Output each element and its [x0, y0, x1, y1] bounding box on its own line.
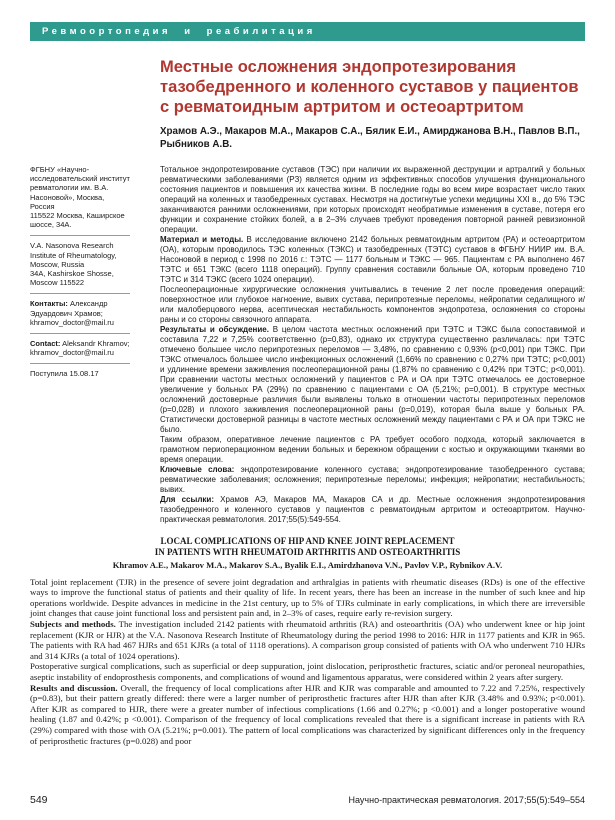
affiliation-sidebar [30, 165, 130, 525]
contact-ru-block [30, 293, 130, 333]
article-authors-en: Khramov A.E., Makarov M.A., Makarov S.A., Byalik E.I., Amirdzhanova V.N., Pavlov V.P., Rybnikov A.V. [112, 560, 503, 570]
keywords-label: Ключевые слова: [160, 465, 235, 474]
keywords-text: эндопротезирование коленного сустава; эндопротезирование тазобедренного сустава; ревматические заболевания; осложнения; перипротезные переломы; инфекция; нейропатии; нестабильность; вывих. [160, 465, 586, 494]
citation-text: Храмов АЭ, Макаров МА, Макаров СА и др. Местные осложнения эндопротезирования тазобедренного и коленного суставов у пациентов с ревматоидным артритом и остеоартритом. Научно-практическая ревматология. 2017;55(5):549-554. [160, 495, 585, 524]
abstract-ru-methods-text: В исследование включено 2142 больных ревматоидным артритом (РА) и остеоартритом (ОА), которым проводилось ТЭС коленных (ТЭКС) и тазобедренных (ТЭТС) суставов в ФГБНУ НИИР им. В.А. Насоновой в период с 1998 по 2016 г.: ТЭТС — 1177 больным и ТЭКС — 965. Пациентам с РА выполнено 467 ТЭТС и 651 ТЭКС (всего 1118 операций). Группу сравнения составили больные ОА, которым проведено 710 ТЭТС и 314 ТЭКС (всего 1024 операции). [160, 235, 585, 284]
abstract-ru-results-label: Результаты и обсуждение. [160, 325, 269, 334]
journal-reference: Научно-практическая ревматология. 2017;55(5):549–554 [348, 795, 585, 805]
abstract-ru-keywords [160, 465, 585, 495]
abstract-en-methods-label: Subjects and methods. [30, 618, 116, 629]
abstract-en-methods [30, 619, 585, 661]
abstract-ru-conclusion-text: Таким образом, оперативное лечение пациентов с РА требует особого подхода, который заключается в грамотном периоперационном ведении больных и бережном обращении с костью и окружающими тканями во время операции. [160, 435, 585, 464]
affiliation-ru-address: 115522 Москва, Каширское шоссе, 34А. [30, 211, 125, 230]
abstract-en-methods-text: The investigation included 2142 patients with rheumatoid arthritis (RA) and osteoarthritis (OA) who underwent knee or hip joint replacement (KJR or HJR) at the V.A. Nasonova Research Institute of Rheumatology during the period 1998 to 2016: HJR in 1177 patients and KJR in 965. The patients with RA had 467 HJRs and 651 KJRs (a total of 1118 operations). A comparison group consisted of patients with OA who underwent 710 HJRs and 314 KJRs (a total of 1024 operations). [30, 618, 585, 661]
article-authors-ru: Храмов А.Э., Макаров М.А., Макаров С.А., Бялик Е.И., Амирджанова В.Н., Павлов В.П., Рыбников А.В. [160, 126, 580, 150]
contact-en-name: Aleksandr Khramov; [62, 339, 130, 349]
abstract-ru-results-text: В целом частота местных осложнений при ТЭТС и ТЭКС была сопоставимой и составила 7,22 и 7,25% соответственно (р=0,83), однако их структура существенно различалась: при ТЭТС отмечено большее число перипротезных переломов — 3,48%, по сравнению с 0,93% (р<0,001) при ТЭКС. При ТЭКС отмечалось большее число инфекционных осложнений (1,66% по сравнению с 0,27% при ТЭТС; р<0,001) и удлинение времени заживления послеоперационной раны (1,87% по сравнению с 0,42% при ТЭТС; р<0,001). При сравнении частоты местных осложнений у пациентов с РА и ОА при ТЭТС отмечалось ее достоверное увеличение у больных РА (29%) по сравнению с пациентами с ОА (5,21%; р=0,001). В структуре местных осложнений достоверные различия были выявлены только в отношении частоты перипротезных переломов (р=0,028) и плохого заживления послеоперационной раны (р=0,019), которая была выше у больных РА. Статистически достоверной разницы в частоте местных осложнений между пациентами с РА и ОА при ТЭКС не было. [160, 325, 585, 434]
contact-en-email: khramov_doctor@mail.ru [30, 348, 114, 358]
affiliation-ru-block [30, 165, 130, 235]
contact-en-label: Contact: [30, 339, 61, 349]
contact-ru-email: khramov_doctor@mail.ru [30, 317, 114, 327]
abstract-ru-methods-label: Материал и методы. [160, 235, 244, 244]
contact-en-block [30, 333, 130, 363]
abstract-ru-methods [160, 235, 585, 285]
affiliation-en-address: 34А, Kashirskoe Shosse, Moscow 115522 [30, 269, 114, 288]
abstract-en-postop [30, 661, 585, 682]
citation-label: Для ссылки: [160, 495, 214, 504]
contact-ru-label: Контакты: [30, 299, 68, 309]
page-number: 549 [30, 794, 48, 806]
rubric-label: Ревмоортопедия и реабилитация [42, 26, 316, 37]
page-footer [30, 786, 585, 806]
abstract-ru-intro-text: Тотальное эндопротезирование суставов (ТЭС) при наличии их выраженной деструкции и артралгий у больных ревматическими заболеваниями (РЗ) является одним из эффективных способов улучшения функционального состояния пациентов и повышения их качества жизни. В последние годы во всем мире возрастает число таких операций на коленных и тазобедренных суставах. Несмотря на достигнутые успехи медицины XXI в., до 5% ТЭС заканчиваются ранними осложнениями, при которых происходят необратимые изменения в суставе, потеря его функции и сохранение стойких болей, а в 2–3% случаев требуют проведения повторной ранней ревизионной операции. [160, 165, 585, 234]
abstract-en-intro-text: Total joint replacement (TJR) in the presence of severe joint degradation and arthralgias in patients with rheumatic diseases (RDs) is one of the effective ways to improve the functional status of patients and their quality of life. In recent years, there has been an increase in the number of such knee and hip operations worldwide. Despite advances in medicine in the 21st century, up to 5% of TJRs culminate in early complications, in which there are irreversible joint changes that cause joint functional loss and persistent pain and, in 2–3% of cases, require early re-revision surgery. [30, 576, 585, 619]
article-headings [160, 57, 585, 165]
abstract-en-results-label: Results and discussion. [30, 682, 118, 693]
abstract-en-title-line2: IN PATIENTS WITH RHEUMATOID ARTHRITIS AND OSTEOARTHRITIS [154, 547, 461, 557]
abstract-en-intro [30, 577, 585, 619]
affiliation-ru-org: ФГБНУ «Научно-исследовательский институт ревматологии им. В.А. Насоновой», Москва, Россия [30, 165, 130, 211]
abstract-columns [30, 165, 585, 525]
abstract-ru-intro [160, 165, 585, 235]
abstract-ru-citation [160, 495, 585, 525]
abstract-en-title-line1: LOCAL COMPLICATIONS OF HIP AND KNEE JOINT REPLACEMENT [160, 536, 455, 546]
abstract-en-results [30, 683, 585, 747]
abstract-en-results-text: Overall, the frequency of local complications after HJR and KJR was comparable and amounted to 7.22 and 7.25%, respectively (p=0.83), but their pattern greatly differed: there were a larger number of periprosthetic fractures after HJR than after KJR (3.48% and 0.93%; p<0.001). After KJR as compared to HJR, there were a greater number of infectious complications (1.66 and 0.27%; p <0.001) and a longer postoperative wound healing (1.87 and 0.42%; p <0.001). Comparison of the frequency of local complications revealed that there is a significant increase in patients with RA (29%) compared with those with OA (5.21%; p=0.001). The pattern of local complications was characterized by significant differences only in the frequency of periprosthetic fractures (p=0.028) and poor [30, 682, 585, 746]
received-date: Поступила 15.08.17 [30, 369, 99, 379]
rubric-bar [30, 22, 585, 41]
affiliation-en-block [30, 235, 130, 293]
abstract-ru-postop-text: Послеоперационные хирургические осложнения учитывались в течение 2 лет после проведения операций: поверхностное или глубокое нагноение, вывих сустава, перипротезные переломы, нейропатии седалищного и/или малоберцового нерва, асептическая нестабильность компонентов эндопротеза, осложнения со стороны раны и со стороны связочного аппарата. [160, 285, 585, 324]
article-title: Местные осложнения эндопротезирования тазобедренного и коленного суставов у пациентов с ревматоидным артритом и остеоартритом [160, 58, 579, 116]
received-date-block [30, 363, 130, 384]
affiliation-en-org: V.A. Nasonova Research Institute of Rheumatology, Moscow, Russia [30, 241, 117, 269]
abstract-en-postop-text: Postoperative surgical complications, such as superficial or deep suppuration, joint dislocation, periprosthetic fractures, sciatic and/or peroneal neuropathies, aseptic instability of endoprosthesis components, and complications of wound and ligamentous apparatus, were considered within 2 years after surgery. [30, 661, 585, 682]
contact-ru-name: Александр Эдуардович Храмов; [30, 299, 108, 318]
abstract-ru-results [160, 325, 585, 435]
abstract-ru-postop [160, 285, 585, 325]
abstract-en [30, 536, 585, 746]
abstract-ru-conclusion [160, 435, 585, 465]
abstract-ru [160, 165, 585, 525]
